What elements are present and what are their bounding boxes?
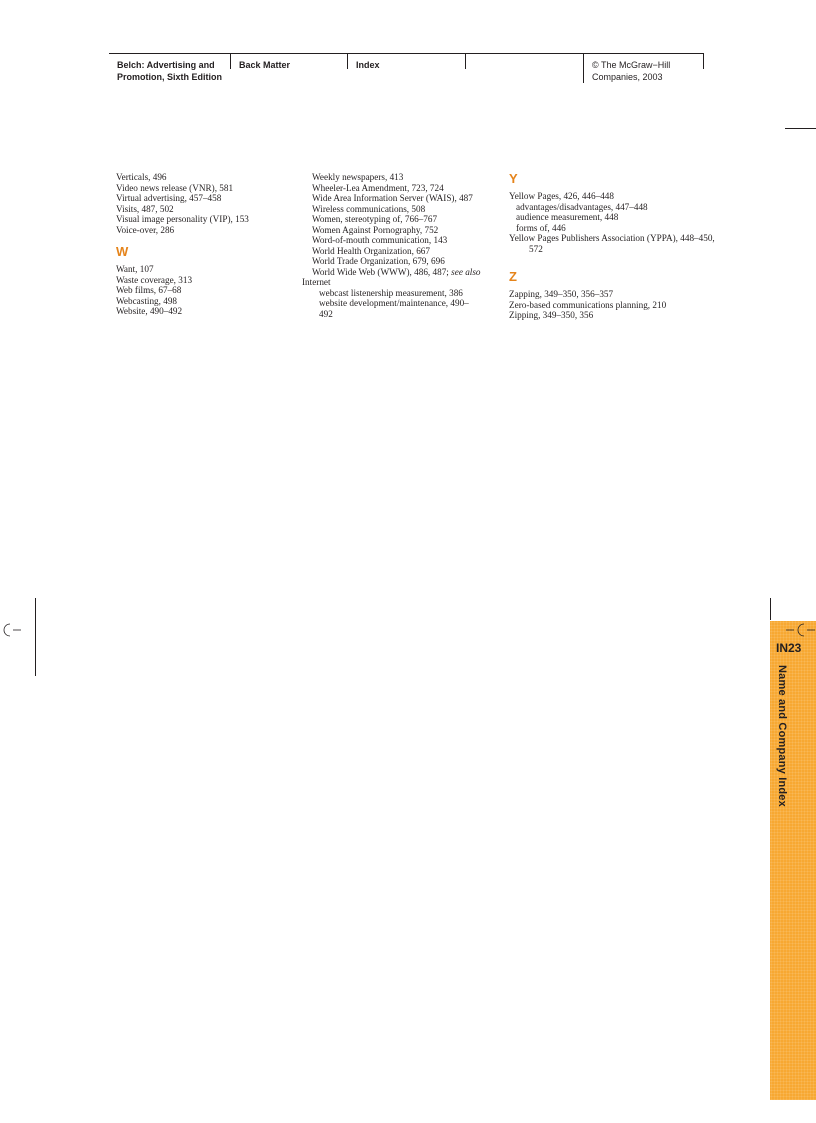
index-entry: Web films, 67–68 xyxy=(116,285,182,295)
copyright xyxy=(583,53,703,83)
index-entry: Visual image personality (VIP), 153 xyxy=(116,214,249,224)
www-entry-text: World Wide Web (WWW), 486, 487; xyxy=(312,266,452,277)
index-entry: Verticals, 496 xyxy=(116,172,167,182)
header-end-tick xyxy=(703,53,704,69)
section-tab-title: Name and Company Index xyxy=(776,665,788,807)
crop-mark-left xyxy=(35,598,36,676)
book-title-line1: Belch: Advertising and xyxy=(117,60,215,70)
index-entry: Wireless communications, 508 xyxy=(312,203,426,214)
index-entry: Weekly newspapers, 413 xyxy=(312,172,404,182)
index-column-1 xyxy=(116,172,316,317)
registration-mark-right xyxy=(786,622,816,638)
index-entry: Waste coverage, 313 xyxy=(116,274,193,285)
index-entry: Women Against Pornography, 752 xyxy=(312,224,439,235)
copyright-line2: Companies, 2003 xyxy=(592,72,663,82)
page-number: IN23 xyxy=(776,641,802,655)
chapter-label: Index xyxy=(356,60,380,70)
index-entry: Zipping, 349–350, 356 xyxy=(509,310,594,320)
letter-heading-z: Z xyxy=(509,269,517,284)
subentry-text: website development/maintenance, 490–492 xyxy=(319,298,469,319)
side-tab xyxy=(770,621,816,1100)
index-subentry: forms of, 446 xyxy=(516,222,566,233)
running-header xyxy=(109,53,704,83)
index-entry: Wheeler-Lea Amendment, 723, 724 xyxy=(312,182,444,193)
index-entry: Wide Area Information Server (WAIS), 487 xyxy=(312,193,473,203)
chapter-name xyxy=(347,53,465,69)
index-entry: Zero-based communications planning, 210 xyxy=(509,299,667,310)
header-empty-cell xyxy=(465,53,583,69)
index-entry: Want, 107 xyxy=(116,264,154,274)
book-title xyxy=(109,53,230,83)
index-entry: World Health Organization, 667 xyxy=(312,245,430,256)
crop-mark-right xyxy=(770,598,771,620)
index-entry: Yellow Pages Publishers Association (YPPA), 448–450, 572 xyxy=(509,233,715,254)
index-column-2 xyxy=(302,172,512,319)
index-entry: Zapping, 349–350, 356–357 xyxy=(509,289,614,299)
crop-mark-top-right xyxy=(785,128,816,129)
section-name xyxy=(230,53,347,69)
index-entry: Voice-over, 286 xyxy=(116,224,175,235)
index-subentry: advantages/disadvantages, 447–448 xyxy=(516,201,648,212)
index-subentry xyxy=(319,298,469,319)
see-also-reference: see also xyxy=(451,266,481,277)
index-entry: Website, 490–492 xyxy=(116,306,183,316)
registration-mark-left xyxy=(0,622,22,638)
book-title-line2: Promotion, Sixth Edition xyxy=(117,72,222,82)
index-subentry: webcast listenership measurement, 386 xyxy=(319,287,463,298)
index-entry-world-wide-web xyxy=(312,267,512,278)
section-label: Back Matter xyxy=(239,60,291,70)
index-entry: Yellow Pages, 426, 446–448 xyxy=(509,191,614,201)
letter-heading-y: Y xyxy=(509,171,518,186)
index-entry: Visits, 487, 502 xyxy=(116,203,174,214)
index-entry: World Trade Organization, 679, 696 xyxy=(312,256,445,266)
copyright-line1: © The McGraw−Hill xyxy=(592,60,671,70)
letter-heading-w: W xyxy=(116,244,129,259)
index-entry: Word-of-mouth communication, 143 xyxy=(312,235,448,245)
index-entry: Women, stereotyping of, 766–767 xyxy=(312,214,438,224)
index-entry: Virtual advertising, 457–458 xyxy=(116,193,222,203)
index-column-3 xyxy=(509,171,715,321)
index-entry: Webcasting, 498 xyxy=(116,295,178,306)
index-entry-continuation: Internet xyxy=(302,277,331,287)
index-entry: Video news release (VNR), 581 xyxy=(116,182,234,193)
index-subentry: audience measurement, 448 xyxy=(516,212,619,222)
